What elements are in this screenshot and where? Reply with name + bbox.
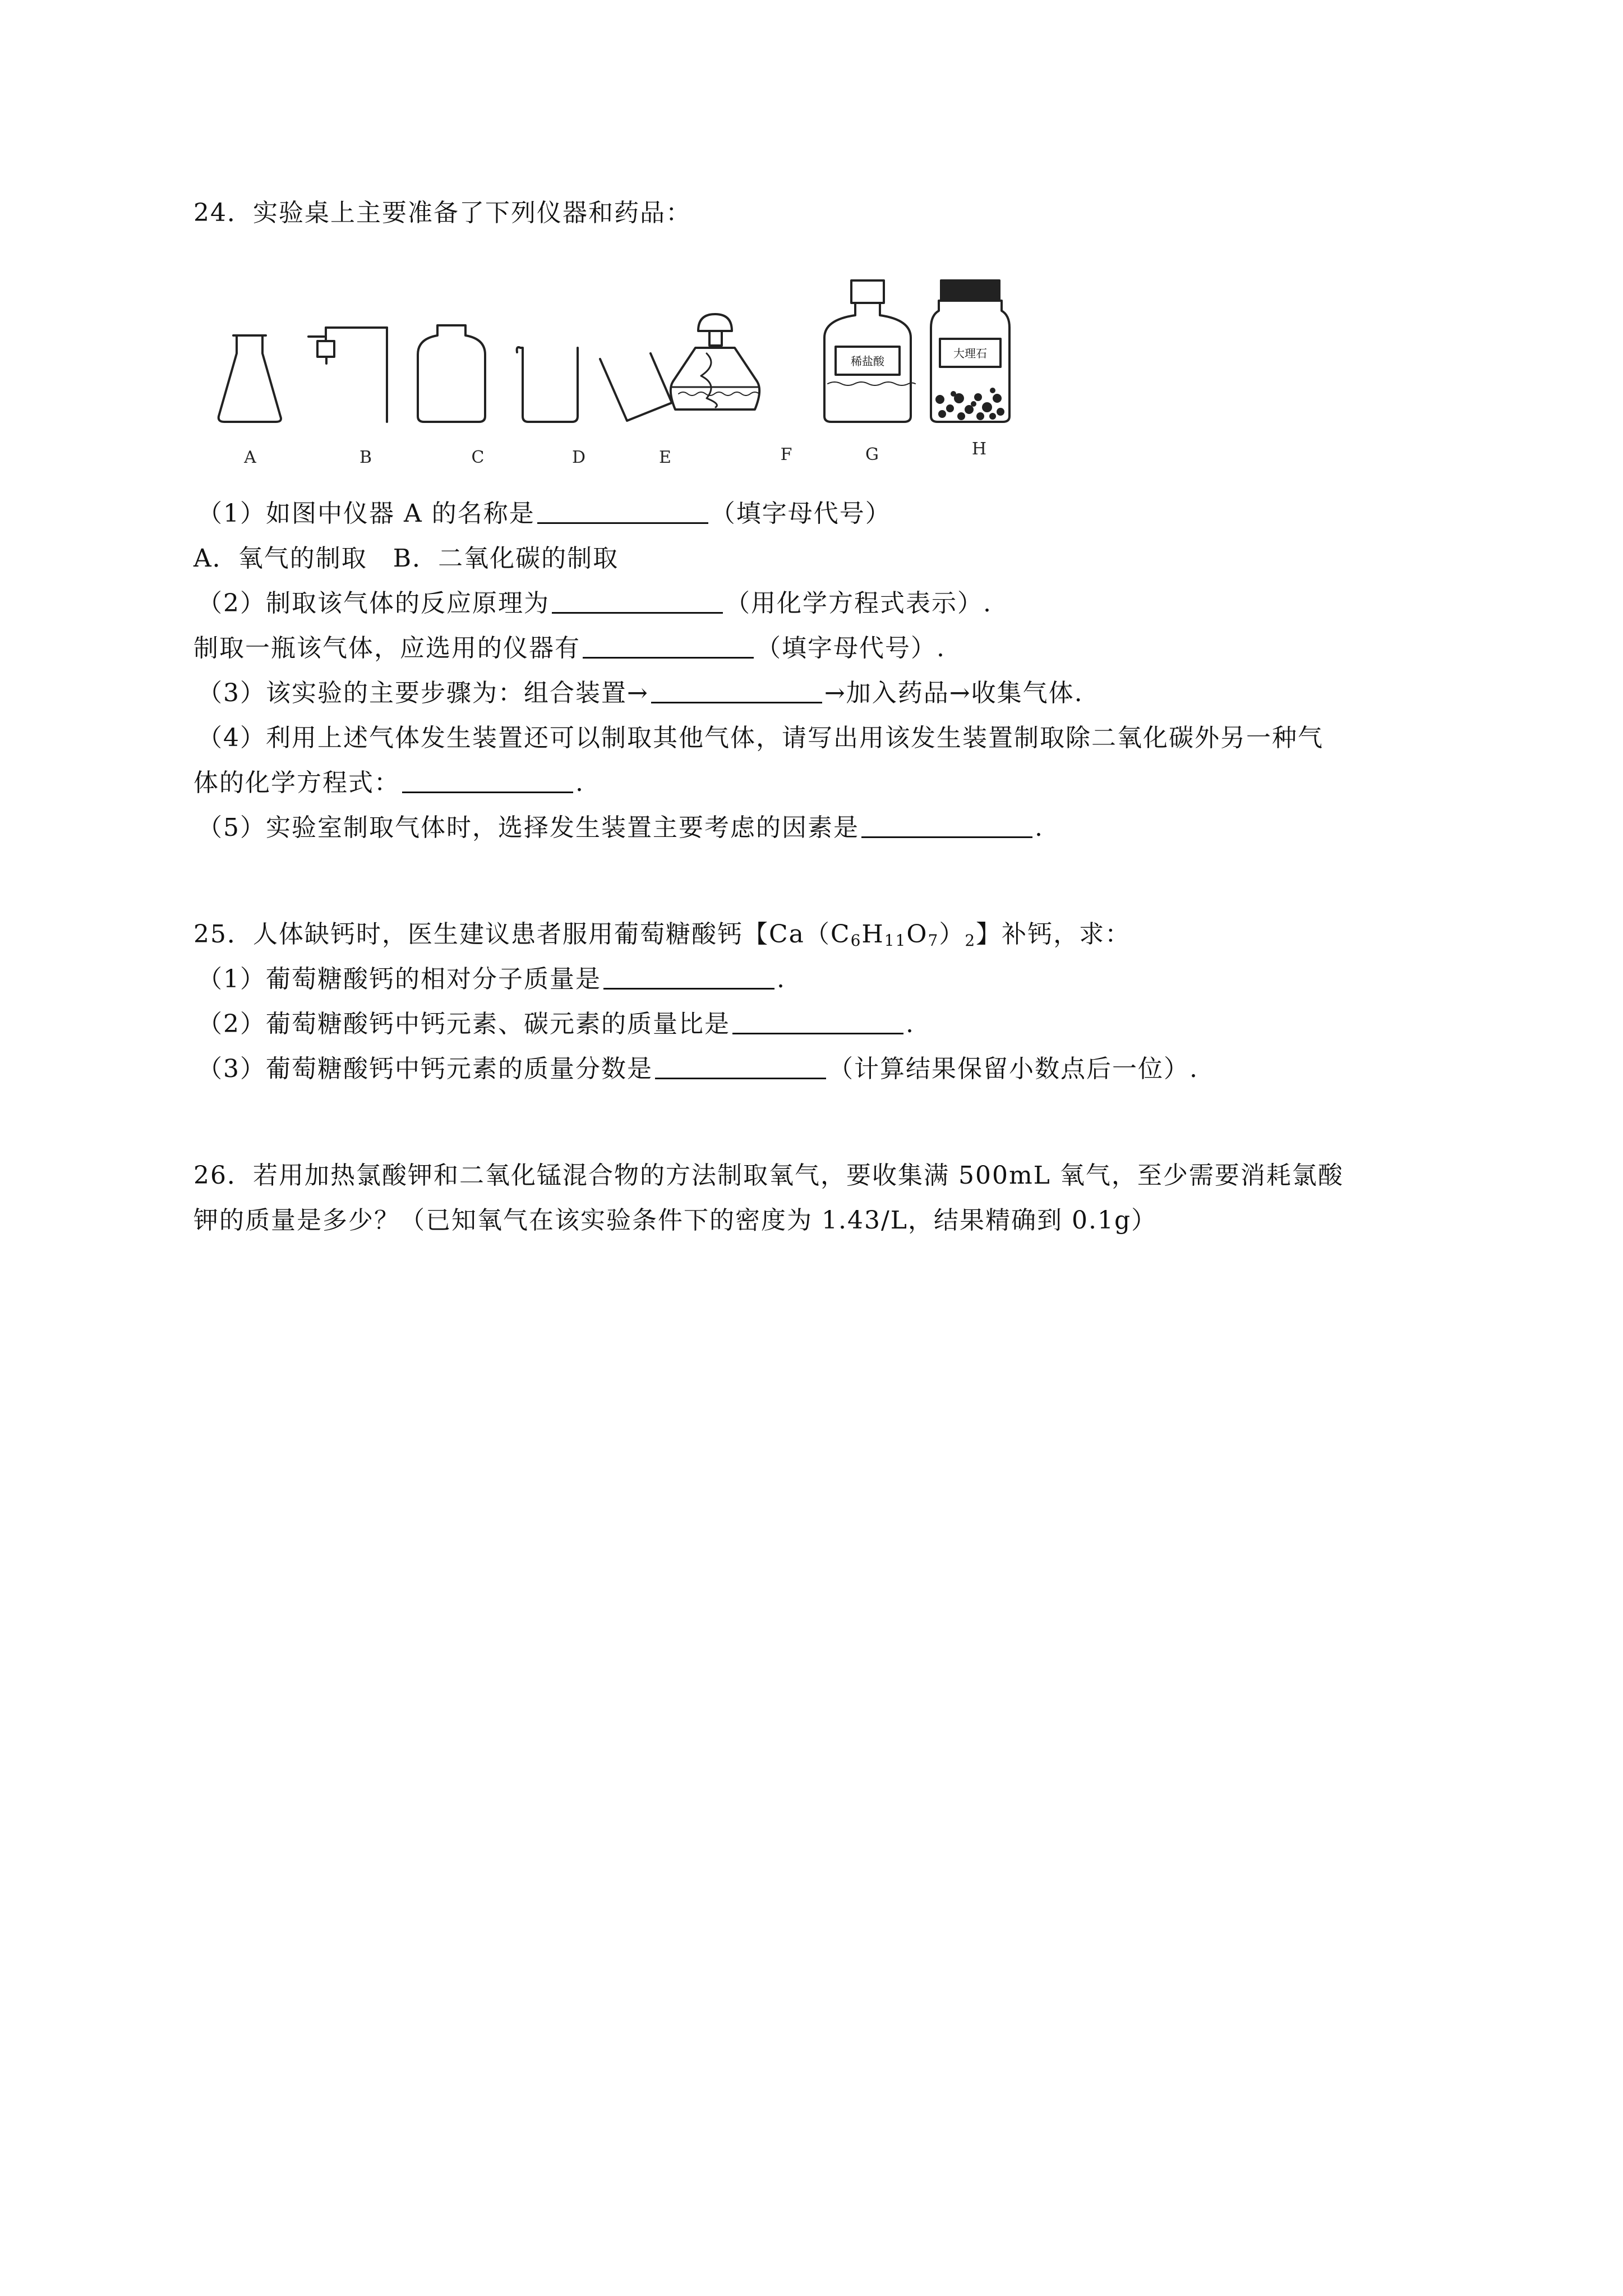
answer-blank[interactable] — [655, 1055, 826, 1079]
figure-label-f: F — [780, 445, 792, 464]
answer-blank[interactable] — [603, 965, 774, 990]
stopper-tube-drawing — [308, 328, 387, 422]
figure-label-b: B — [359, 448, 372, 467]
q24-options: A．氧气的制取 B．二氧化碳的制取 — [193, 544, 619, 573]
answer-blank[interactable] — [537, 500, 708, 524]
answer-blank[interactable] — [402, 769, 573, 793]
figure-label-c: C — [471, 448, 485, 467]
answer-blank[interactable] — [861, 814, 1032, 838]
q24-part1: （1）如图中仪器 A 的名称是 （填字母代号） — [197, 499, 891, 528]
marble-granules-drawing — [935, 388, 1004, 420]
conical-flask-drawing — [219, 335, 281, 422]
q24-part4: （4）利用上述气体发生装置还可以制取其他气体，请写出用该发生装置制取除二氧化碳外另一种气 — [197, 724, 1324, 752]
gas-bottle-drawing — [418, 325, 485, 422]
q24-part4-continued: 体的化学方程式： . — [193, 769, 584, 797]
q25-part2: （2）葡萄糖酸钙中钙元素、碳元素的质量比是 . — [197, 1010, 915, 1038]
figure-label-d: D — [571, 448, 586, 467]
apparatus-illustration — [213, 269, 1088, 482]
q24-stem: 24．实验桌上主要准备了下列仪器和药品： — [193, 199, 691, 227]
bottle-g-label: 稀盐酸 — [851, 355, 884, 368]
answer-blank[interactable] — [583, 634, 754, 659]
answer-blank[interactable] — [651, 679, 822, 703]
alcohol-lamp-drawing — [671, 314, 759, 409]
figure-label-e: E — [659, 448, 671, 467]
q24-part5: （5）实验室制取气体时，选择发生装置主要考虑的因素是 . — [197, 813, 1044, 842]
q26-line1: 26．若用加热氯酸钾和二氧化锰混合物的方法制取氧气，要收集满 500mL 氧气，至少需要消耗氯酸 — [193, 1161, 1344, 1190]
beaker-drawing — [517, 347, 578, 422]
figure-label-h: H — [971, 439, 987, 459]
answer-blank[interactable] — [552, 590, 723, 614]
tilted-container-drawing — [600, 353, 672, 421]
q25-part3: （3）葡萄糖酸钙中钙元素的质量分数是 （计算结果保留小数点后一位）. — [197, 1055, 1198, 1083]
answer-blank[interactable] — [732, 1010, 903, 1034]
q24-part3: （3）该实验的主要步骤为：组合装置→ →加入药品→收集气体. — [197, 679, 1083, 707]
apparatus-figure — [213, 269, 1088, 482]
figure-label-a: A — [244, 448, 256, 467]
q24-part2-continued: 制取一瓶该气体，应选用的仪器有 （填字母代号）. — [193, 634, 946, 662]
bottle-h-label: 大理石 — [953, 347, 987, 360]
reagent-bottle-g-drawing — [824, 280, 915, 422]
figure-label-g: G — [865, 445, 879, 464]
q25-part1: （1）葡萄糖酸钙的相对分子质量是 . — [197, 965, 786, 993]
q25-stem: 25．人体缺钙时，医生建议患者服用葡萄糖酸钙【$Ca(C_6H_{11}O_7)_2$】补钙，求： — [193, 920, 1131, 950]
q24-part2: （2）制取该气体的反应原理为 （用化学方程式表示）. — [197, 589, 992, 618]
q26-line2: 钾的质量是多少？（已知氧气在该实验条件下的密度为 1.43/L，结果精确到 0.1g） — [193, 1206, 1158, 1235]
